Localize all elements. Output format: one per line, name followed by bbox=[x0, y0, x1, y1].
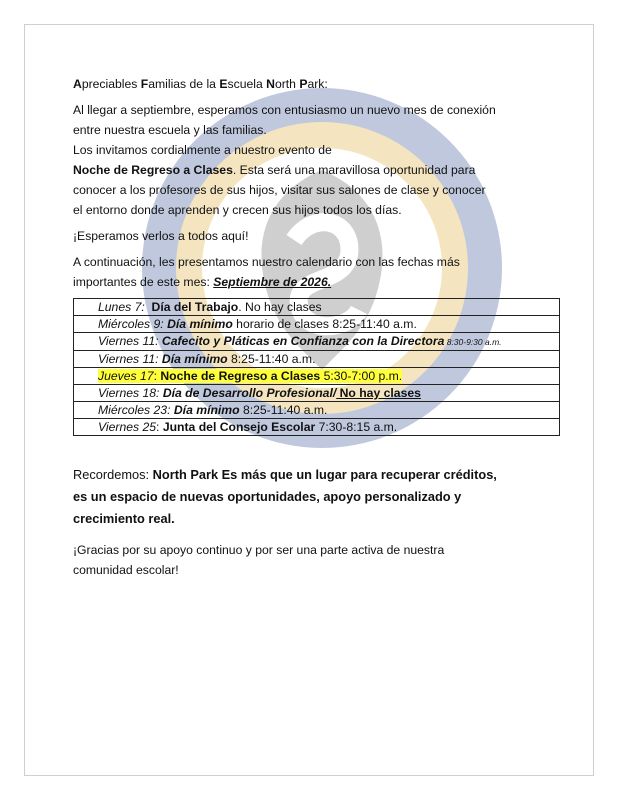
calendar-detail: . No hay clases bbox=[238, 300, 322, 314]
calendar-row bbox=[74, 351, 560, 368]
calendar-row bbox=[74, 333, 560, 351]
calendar-row bbox=[74, 402, 560, 419]
calendar-intro bbox=[73, 252, 563, 292]
greeting-text: amilias de la bbox=[148, 77, 220, 91]
closing-paragraph bbox=[73, 464, 563, 530]
calendar-event: Cafecito y Pláticas en Confianza con la Directora bbox=[161, 334, 445, 348]
event-name: Noche de Regreso a Clases bbox=[73, 163, 233, 177]
closing-lead: Recordemos: bbox=[73, 467, 153, 482]
calendar-day: Viernes 25 bbox=[98, 420, 157, 434]
calendar-day: Jueves 17 bbox=[98, 369, 154, 383]
thanks-line: ¡Gracias por su apoyo continuo y por ser una parte activa de nuestra bbox=[73, 543, 445, 557]
calendar-intro-line: importantes de este mes: bbox=[73, 275, 214, 289]
calendar-event: Día mínimo bbox=[161, 352, 228, 366]
calendar-intro-line: A continuación, les presentamos nuestro calendario con las fechas más bbox=[73, 255, 460, 269]
calendar-event: Día del Trabajo bbox=[151, 300, 239, 314]
calendar-table bbox=[73, 298, 560, 436]
calendar-row bbox=[74, 385, 560, 402]
calendar-event: Junta del Consejo Escolar bbox=[162, 420, 316, 434]
calendar-detail: horario de clases 8:25-11:40 a.m. bbox=[232, 317, 417, 331]
intro-line: el entorno donde aprenden y crecen sus hijos todos los días. bbox=[73, 203, 402, 217]
calendar-row: Viernes 25: Junta del Consejo Escolar 7:30-8:15 a.m. bbox=[74, 419, 560, 436]
calendar-event: Día mínimo bbox=[167, 317, 233, 331]
calendar-detail: 7:30-8:15 a.m. bbox=[315, 420, 398, 434]
greeting-initial: F bbox=[140, 77, 149, 91]
greeting-text: preciables bbox=[81, 77, 141, 91]
greeting-initial: P bbox=[299, 77, 308, 91]
letter-body bbox=[73, 74, 563, 580]
intro-paragraph bbox=[73, 100, 563, 220]
calendar-detail: 5:30-7:00 p.m. bbox=[320, 369, 403, 383]
intro-line: entre nuestra escuela y las familias. bbox=[73, 123, 267, 137]
greeting-initial: E bbox=[219, 77, 228, 91]
calendar-month: Septiembre de 2026. bbox=[213, 275, 332, 289]
see-you-line: ¡Esperamos verlos a todos aquí! bbox=[73, 229, 249, 243]
closing-bold: es un espacio de nuevas oportunidades, apoyo personalizado y bbox=[73, 489, 462, 504]
calendar-row bbox=[74, 299, 560, 316]
closing-bold: North Park Es más que un lugar para recuperar créditos, bbox=[152, 467, 497, 482]
calendar-detail: No hay clases bbox=[336, 386, 421, 400]
greeting-text: ark: bbox=[307, 77, 328, 91]
greeting bbox=[73, 74, 563, 94]
calendar-day: Viernes 11: bbox=[98, 352, 159, 366]
calendar-day: Miércoles 23: bbox=[98, 403, 171, 417]
calendar-event: Día de Desarrollo Profesional/ bbox=[162, 386, 337, 400]
calendar-row bbox=[74, 316, 560, 333]
intro-line: Al llegar a septiembre, esperamos con entusiasmo un nuevo mes de conexión bbox=[73, 103, 496, 117]
calendar-day: Viernes 18: bbox=[98, 386, 160, 400]
greeting-text: scuela bbox=[227, 77, 267, 91]
thanks-paragraph bbox=[73, 540, 563, 580]
calendar-event: Noche de Regreso a Clases bbox=[160, 369, 321, 383]
greeting-text: orth bbox=[274, 77, 300, 91]
calendar-day: Viernes 11: bbox=[98, 334, 159, 348]
calendar-row-highlighted: Jueves 17: Noche de Regreso a Clases 5:30-7:00 p.m. bbox=[74, 368, 560, 385]
closing-bold: crecimiento real. bbox=[73, 511, 175, 526]
greeting-initial: N bbox=[266, 77, 275, 91]
intro-line: Los invitamos cordialmente a nuestro evento de bbox=[73, 143, 332, 157]
thanks-line: comunidad escolar! bbox=[73, 563, 179, 577]
calendar-detail: 8:30-9:30 a.m. bbox=[444, 337, 502, 347]
calendar-day: Miércoles 9: bbox=[98, 317, 164, 331]
greeting-initial: A bbox=[73, 77, 82, 91]
intro-line: . Esta será una maravillosa oportunidad para bbox=[232, 163, 476, 177]
calendar-detail: 8:25-11:40 a.m. bbox=[239, 403, 328, 417]
intro-line: conocer a los profesores de sus hijos, visitar sus salones de clase y conocer bbox=[73, 183, 486, 197]
calendar-detail: 8:25-11:40 a.m. bbox=[227, 352, 316, 366]
calendar-day: Lunes 7: bbox=[98, 300, 145, 314]
calendar-event: Día mínimo bbox=[173, 403, 240, 417]
